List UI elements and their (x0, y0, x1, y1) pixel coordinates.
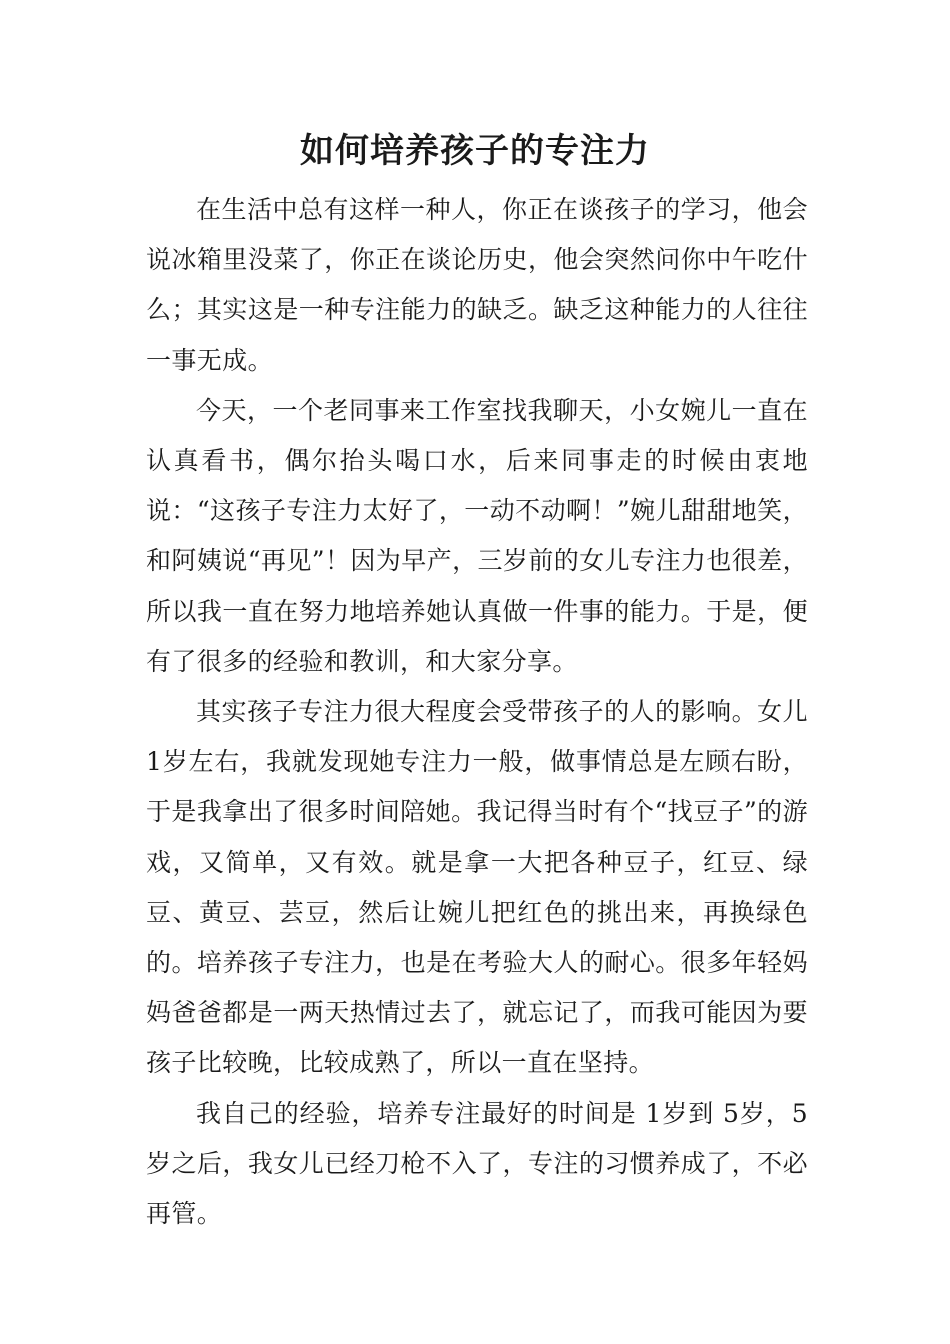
paragraph-2: 今天，一个老同事来工作室找我聊天，小女婉儿一直在认真看书，偶尔抬头喝口水，后来同事走的时候由衷地说：“这孩子专注力太好了，一动不动啊！”婉儿甜甜地笑，和阿姨说“再见”！因为早产，三岁前的女儿专注力也很差，所以我一直在努力地培养她认真做一件事的能力。于是，便有了很多的经验和教训，和大家分享。 (146, 395, 808, 676)
paragraph-3: 其实孩子专注力很大程度会受带孩子的人的影响。女儿1岁左右，我就发现她专注力一般，做事情总是左顾右盼，于是我拿出了很多时间陪她。我记得当时有个“找豆子”的游戏，又简单，又有效。就是拿一大把各种豆子，红豆、绿豆、黄豆、芸豆，然后让婉儿把红色的挑出来，再换绿色的。培养孩子专注力，也是在考验大人的耐心。很多年轻妈妈爸爸都是一两天热情过去了，就忘记了，而我可能因为要孩子比较晚，比较成熟了，所以一直在坚持。 (146, 697, 808, 1078)
paragraph-4: 我自己的经验，培养专注最好的时间是 1岁到 5岁，5岁之后，我女儿已经刀枪不入了，专注的习惯养成了，不必再管。 (146, 1098, 808, 1229)
paragraph-1: 在生活中总有这样一种人，你正在谈孩子的学习，他会说冰箱里没菜了，你正在谈论历史，他会突然问你中午吃什么；其实这是一种专注能力的缺乏。缺乏这种能力的人往往一事无成。 (146, 195, 808, 375)
document-title: 如何培养孩子的专注力 (300, 131, 650, 171)
